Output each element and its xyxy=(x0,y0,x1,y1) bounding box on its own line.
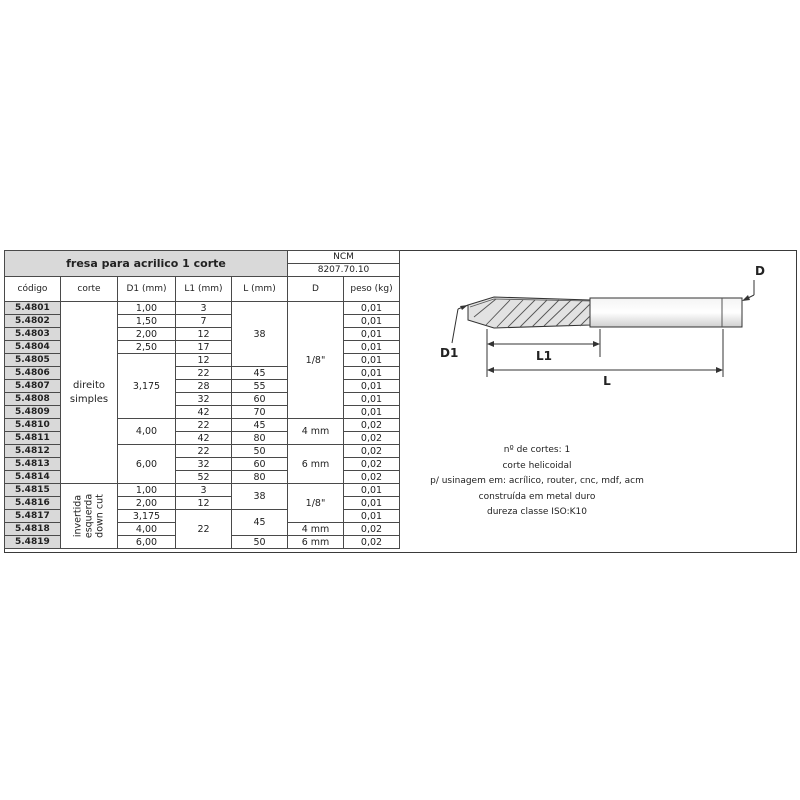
l1-cell: 22 xyxy=(176,510,232,549)
arrow-icon xyxy=(742,295,750,301)
peso-cell: 0,01 xyxy=(344,497,400,510)
table-title: fresa para acrilico 1 corte xyxy=(5,251,288,277)
d-cell: 1/8" xyxy=(288,302,344,419)
l1-cell: 12 xyxy=(176,497,232,510)
l1-cell: 3 xyxy=(176,484,232,497)
tool-info xyxy=(426,443,648,521)
code-cell: 5.4817 xyxy=(5,510,61,523)
info-line-cuts: nº de cortes: 1 xyxy=(503,445,571,455)
tool-drawing xyxy=(404,251,794,391)
l1-cell: 42 xyxy=(176,432,232,445)
corte-label: down cut xyxy=(94,494,106,538)
l-cell: 60 xyxy=(232,393,288,406)
l-cell: 45 xyxy=(232,510,288,536)
d1-cell: 1,00 xyxy=(118,302,176,315)
code-cell: 5.4819 xyxy=(5,536,61,549)
l1-cell: 3 xyxy=(176,302,232,315)
d1-cell: 3,175 xyxy=(118,354,176,419)
peso-cell: 0,02 xyxy=(344,419,400,432)
arrow-icon xyxy=(716,367,723,373)
dim-d xyxy=(744,280,754,300)
l1-cell: 22 xyxy=(176,419,232,432)
corte-label: simples xyxy=(69,393,109,405)
header-corte: corte xyxy=(61,277,118,302)
corte-label: esquerda xyxy=(83,493,95,539)
code-cell: 5.4816 xyxy=(5,497,61,510)
info-line-cut-type: corte helicoidal xyxy=(502,460,572,471)
label-l1: L1 xyxy=(536,349,552,363)
code-cell: 5.4814 xyxy=(5,471,61,484)
l1-cell: 22 xyxy=(176,367,232,380)
header-d1: D1 (mm) xyxy=(118,277,176,302)
l1-cell: 17 xyxy=(176,341,232,354)
peso-cell: 0,02 xyxy=(344,536,400,549)
code-cell: 5.4805 xyxy=(5,354,61,367)
l1-cell: 52 xyxy=(176,471,232,484)
l1-cell: 12 xyxy=(176,328,232,341)
d1-cell: 6,00 xyxy=(118,445,176,484)
label-d: D xyxy=(755,264,765,278)
peso-cell: 0,02 xyxy=(344,471,400,484)
info-line-material: construída em metal duro xyxy=(478,491,596,502)
l-cell: 80 xyxy=(232,471,288,484)
code-cell: 5.4804 xyxy=(5,341,61,354)
peso-cell: 0,01 xyxy=(344,328,400,341)
corte-label: invertida xyxy=(72,494,84,538)
peso-cell: 0,01 xyxy=(344,315,400,328)
peso-cell: 0,01 xyxy=(344,393,400,406)
l-cell: 38 xyxy=(232,302,288,367)
header-d: D xyxy=(288,277,344,302)
d-cell: 4 mm xyxy=(288,419,344,445)
code-cell: 5.4802 xyxy=(5,315,61,328)
header-l1: L1 (mm) xyxy=(176,277,232,302)
l1-cell: 42 xyxy=(176,406,232,419)
code-cell: 5.4815 xyxy=(5,484,61,497)
d-cell: 6 mm xyxy=(288,536,344,549)
d-cell: 6 mm xyxy=(288,445,344,484)
d1-cell: 6,00 xyxy=(118,536,176,549)
peso-cell: 0,02 xyxy=(344,432,400,445)
d1-cell: 2,00 xyxy=(118,328,176,341)
info-line-hardness: dureza classe ISO:K10 xyxy=(487,507,587,517)
tool-shank xyxy=(590,298,742,327)
peso-cell: 0,01 xyxy=(344,406,400,419)
peso-cell: 0,01 xyxy=(344,354,400,367)
dim-l xyxy=(487,329,723,377)
l1-cell: 32 xyxy=(176,458,232,471)
code-cell: 5.4813 xyxy=(5,458,61,471)
d1-cell: 3,175 xyxy=(118,510,176,523)
header-l: L (mm) xyxy=(232,277,288,302)
peso-cell: 0,01 xyxy=(344,510,400,523)
l-cell: 50 xyxy=(232,445,288,458)
d1-cell: 1,00 xyxy=(118,484,176,497)
peso-cell: 0,01 xyxy=(344,302,400,315)
info-line-usage: p/ usinagem em: acrílico, router, cnc, mdf, acm xyxy=(430,476,644,486)
l1-cell: 7 xyxy=(176,315,232,328)
d-cell: 4 mm xyxy=(288,523,344,536)
l1-cell: 22 xyxy=(176,445,232,458)
arrow-icon xyxy=(487,341,494,347)
peso-cell: 0,02 xyxy=(344,523,400,536)
label-d1: D1 xyxy=(440,346,459,360)
l-cell: 45 xyxy=(232,367,288,380)
header-peso: peso (kg) xyxy=(344,277,400,302)
peso-cell: 0,02 xyxy=(344,458,400,471)
code-cell: 5.4806 xyxy=(5,367,61,380)
peso-cell: 0,01 xyxy=(344,341,400,354)
l-cell: 60 xyxy=(232,458,288,471)
dim-d1 xyxy=(452,305,468,343)
header-codigo: código xyxy=(5,277,61,302)
code-cell: 5.4803 xyxy=(5,328,61,341)
l-cell: 70 xyxy=(232,406,288,419)
code-cell: 5.4809 xyxy=(5,406,61,419)
tool-flute xyxy=(468,297,590,328)
code-cell: 5.4807 xyxy=(5,380,61,393)
d-cell: 1/8" xyxy=(288,484,344,523)
l-cell: 50 xyxy=(232,536,288,549)
corte-group-direito xyxy=(61,302,118,484)
code-cell: 5.4812 xyxy=(5,445,61,458)
arrow-icon xyxy=(460,305,468,310)
spec-table xyxy=(4,250,400,549)
l1-cell: 28 xyxy=(176,380,232,393)
d1-cell: 4,00 xyxy=(118,419,176,445)
l-cell: 55 xyxy=(232,380,288,393)
code-cell: 5.4811 xyxy=(5,432,61,445)
l-cell: 45 xyxy=(232,419,288,432)
l-cell: 38 xyxy=(232,484,288,510)
l-cell: 80 xyxy=(232,432,288,445)
code-cell: 5.4808 xyxy=(5,393,61,406)
d1-cell: 2,50 xyxy=(118,341,176,354)
peso-cell: 0,01 xyxy=(344,484,400,497)
corte-group-invertida xyxy=(61,484,118,549)
l1-cell: 12 xyxy=(176,354,232,367)
ncm-value: 8207.70.10 xyxy=(288,264,400,277)
peso-cell: 0,01 xyxy=(344,367,400,380)
ncm-label: NCM xyxy=(288,251,400,264)
label-l: L xyxy=(603,374,611,388)
d1-cell: 2,00 xyxy=(118,497,176,510)
l1-cell: 32 xyxy=(176,393,232,406)
peso-cell: 0,02 xyxy=(344,445,400,458)
corte-label: direito xyxy=(73,379,105,391)
code-cell: 5.4818 xyxy=(5,523,61,536)
arrow-icon xyxy=(487,367,494,373)
code-cell: 5.4810 xyxy=(5,419,61,432)
code-cell: 5.4801 xyxy=(5,302,61,315)
peso-cell: 0,01 xyxy=(344,380,400,393)
d1-cell: 4,00 xyxy=(118,523,176,536)
d1-cell: 1,50 xyxy=(118,315,176,328)
arrow-icon xyxy=(593,341,600,347)
